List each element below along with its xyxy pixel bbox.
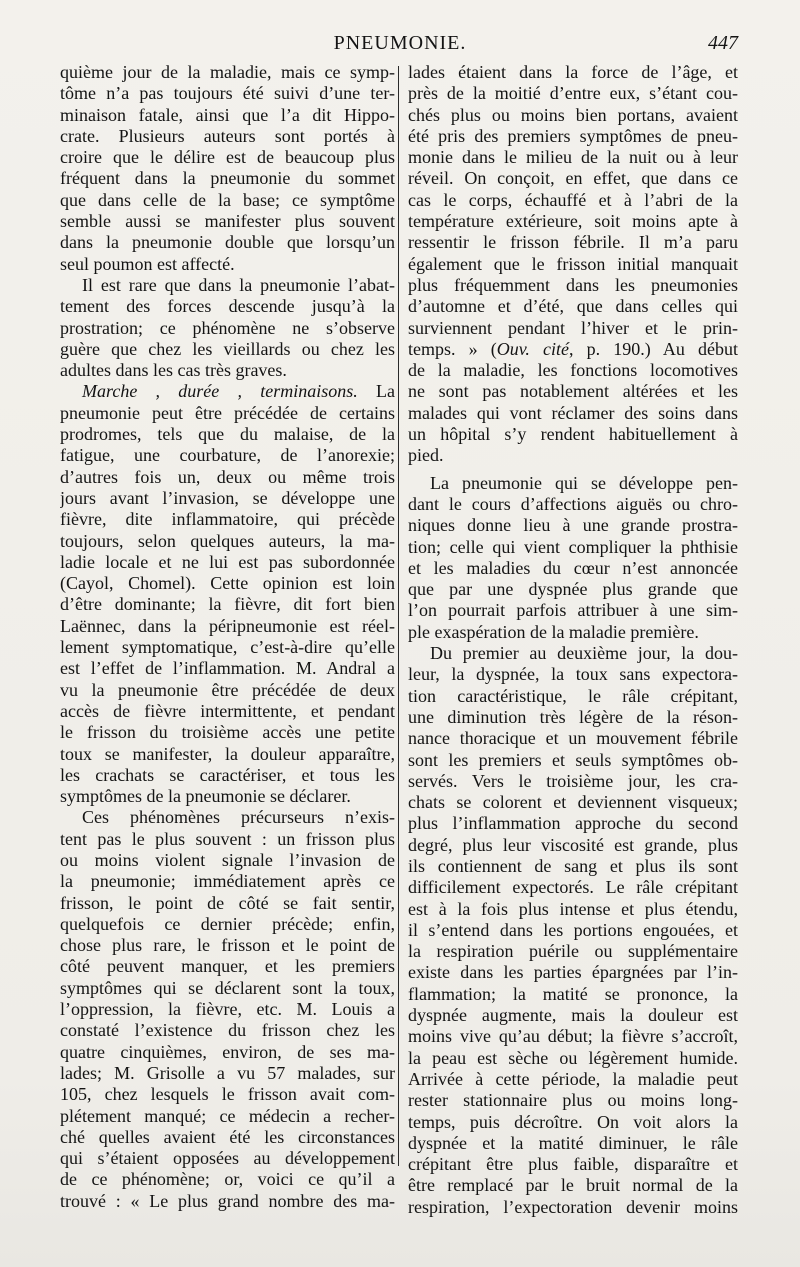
text-line: respiration, l’expectoration devenir moins <box>408 1196 738 1217</box>
text-line: quatre cinquièmes, environ, de ses ma- <box>60 1041 395 1062</box>
text-line: été pris des premiers symptômes de pneu- <box>408 125 738 146</box>
column-divider <box>398 66 399 1166</box>
text-line: il s’entend dans les portions engouées, et <box>408 919 738 940</box>
text-line: la respiration puérile ou supplémentaire <box>408 941 738 962</box>
text-line: un hôpital s’y rendent habituellement à <box>408 424 738 445</box>
right-column <box>408 62 738 1218</box>
text-line: Marche , durée , terminaisons. La <box>82 381 395 402</box>
text-line: quelquefois ce dernier précède; enfin, <box>60 913 395 934</box>
text-line: crépitant être plus faible, disparaître et <box>408 1154 738 1175</box>
text-line: La pneumonie qui se développe pen- <box>430 472 738 493</box>
text-line: existe dans les parties épargnées par l’in- <box>408 962 738 983</box>
text-line: plétement manqué; ce médecin a recher- <box>60 1105 395 1126</box>
text-line: température extérieure, soit moins apte à <box>408 211 738 232</box>
text-line: côté peuvent manquer, et les premiers <box>60 956 395 977</box>
text-line: symptômes de la pneumonie se déclarer. <box>60 786 351 807</box>
text-line: plus l’inflammation approche du second <box>408 813 738 834</box>
text-line: la peau est sèche ou légèrement humide. <box>408 1047 738 1068</box>
text-line: quième jour de la maladie, mais ce symp- <box>60 62 395 82</box>
text-line: plus fréquemment dans les pneumonies <box>408 274 738 295</box>
text-line: tement des forces descende jusqu’à la <box>60 296 395 317</box>
text-line: de la maladie, les fonctions locomotives <box>408 360 738 381</box>
text-line: que par une dyspnée plus grande que <box>408 579 738 600</box>
text-line: moins vive qu’au début; la fièvre s’accroît, <box>408 1026 738 1047</box>
text-line: chés plus ou moins bien portans, avaient <box>408 104 738 125</box>
text-line: d’automne et d’été, que dans celles qui <box>408 296 738 317</box>
text-line: lement symptomatique, c’est-à-dire qu’elle <box>60 637 395 658</box>
text-line: de ce phénomène; or, voici ce qu’il a <box>60 1169 395 1190</box>
text-line: ne sont pas notablement altérées et les <box>408 381 738 402</box>
text-line: pied. <box>408 445 444 466</box>
text-line: la pneumonie; immédiatement après ce <box>60 871 395 892</box>
text-line: guère que chez les vieillards ou chez les <box>60 338 395 359</box>
text-line: chats se colorent et deviennent visqueux; <box>408 792 738 813</box>
text-line: une diminution très légère de la réson- <box>408 706 738 727</box>
text-line: symptômes qui se déclarent sont la toux, <box>60 977 395 998</box>
text-line: fréquent dans la pneumonie du sommet <box>60 168 395 189</box>
text-line: toux se manifester, la douleur apparaître, <box>60 743 395 764</box>
text-line: minaison fatale, ainsi que l’a dit Hippo- <box>60 104 395 125</box>
text-line: crate. Plusieurs auteurs sont portés à <box>60 125 395 146</box>
text-line: prodromes, tels que du malaise, de la <box>60 424 395 445</box>
text-line: ressentir le frisson fébrile. Il m’a paru <box>408 232 738 253</box>
text-line: monie dans le milieu de la nuit ou à leur <box>408 147 738 168</box>
text-line: temps. » (Ouv. cité, p. 190.) Au début <box>408 338 738 359</box>
left-column <box>60 62 395 1212</box>
text-line: réveil. On conçoit, en effet, que dans ce <box>408 168 738 189</box>
text-line: Laënnec, dans la péripneumonie est réel- <box>60 615 395 636</box>
text-line: ou moins violent signale l’invasion de <box>60 849 395 870</box>
text-line: leur, la dyspnée, la toux sans expectora- <box>408 664 738 685</box>
text-line: tent pas le plus souvent : un frisson plus <box>60 828 395 849</box>
text-line: accès de fièvre intermittente, et pendant <box>60 700 395 721</box>
text-line: rester stationnaire plus ou moins long- <box>408 1090 738 1111</box>
text-line: fatigue, une courbature, de l’anorexie; <box>60 445 395 466</box>
text-line: ladie locale et ne lui est pas subordonnée <box>60 551 395 572</box>
text-line: d’être dominante; la fièvre, dit fort bien <box>60 594 395 615</box>
text-line: d’autres fois un, deux ou même trois <box>60 466 395 487</box>
text-line: semble aussi se manifester plus souvent <box>60 211 395 232</box>
text-line: dant le cours d’affections aiguës ou chro- <box>408 493 738 514</box>
text-line: est l’effet de l’inflammation. M. Andral a <box>60 658 395 679</box>
text-line: nance thoracique et un mouvement fébrile <box>408 728 738 749</box>
text-line: ils contiennent de sang et plus ils sont <box>408 855 738 876</box>
text-line: niques donne lieu à une grande prostra- <box>408 515 738 536</box>
text-line: servés. Vers le troisième jour, les cra- <box>408 770 738 791</box>
text-line: dyspnée augmente, mais la douleur est <box>408 1005 738 1026</box>
text-line: frisson, le point de côté se fait sentir, <box>60 892 395 913</box>
text-line: difficilement expectorés. Le râle crépitant <box>408 877 738 898</box>
text-line: (Cayol, Chomel). Cette opinion est loin <box>60 573 395 594</box>
text-line: ché quelles avaient été les circonstances <box>60 1126 395 1147</box>
text-line: ple exaspération de la maladie première. <box>408 621 699 642</box>
text-line: 105, chez lesquels le frisson avait com- <box>60 1084 395 1105</box>
text-line: sont les premiers et seuls symptômes ob- <box>408 749 738 770</box>
text-line: lades étaient dans la force de l’âge, et <box>408 62 738 82</box>
running-title: PNEUMONIE. <box>333 32 467 54</box>
text-line: jours avant l’invasion, se développe une <box>60 487 395 508</box>
text-line: être remplacé par le bruit normal de la <box>408 1175 738 1196</box>
text-line: dyspnée et la matité diminuer, le râle <box>408 1132 738 1153</box>
text-line: le frisson du troisième accès une petite <box>60 722 395 743</box>
text-line: qui s’étaient opposées au développement <box>60 1148 395 1169</box>
text-line: chose plus rare, le frisson et le point de <box>60 935 395 956</box>
text-line: constaté l’existence du frisson chez les <box>60 1020 395 1041</box>
text-line: croire que le délire est de beaucoup plus <box>60 147 395 168</box>
text-line: degré, plus leur viscosité est grande, plus <box>408 834 738 855</box>
page-number: 447 <box>708 32 738 54</box>
text-line: est à la fois plus intense et plus étendu, <box>408 898 738 919</box>
text-line: adultes dans les cas très graves. <box>60 360 287 381</box>
text-line: flammation; la matité se prononce, la <box>408 983 738 1004</box>
text-line: surviennent pendant l’hiver et le prin- <box>408 317 738 338</box>
text-line: seul poumon est affecté. <box>60 253 235 274</box>
text-line: temps, puis décroître. On voit alors la <box>408 1111 738 1132</box>
text-line: prostration; ce phénomène ne s’observe <box>60 317 395 338</box>
text-line: que dans celle de la base; ce symptôme <box>60 189 395 210</box>
text-line: Ces phénomènes précurseurs n’exis- <box>82 807 395 828</box>
text-line: fièvre, dite inflammatoire, qui précède <box>60 509 395 530</box>
text-line: cas le corps, échauffé et à l’abri de la <box>408 189 738 210</box>
text-line: près de la moitié d’entre eux, s’étant cou- <box>408 83 738 104</box>
text-line: malades qui vont réclamer des soins dans <box>408 402 738 423</box>
text-line: pneumonie peut être précédée de certains <box>60 402 395 423</box>
text-line: lades; M. Grisolle a vu 57 malades, sur <box>60 1062 395 1083</box>
text-line: Arrivée à cette période, la maladie peut <box>408 1068 738 1089</box>
text-line: également que le frisson initial manquait <box>408 253 738 274</box>
text-line: tion caractéristique, le râle crépitant, <box>408 685 738 706</box>
text-line: l’oppression, la fièvre, etc. M. Louis a <box>60 999 395 1020</box>
text-line: les crachats se caractériser, et tous les <box>60 764 395 785</box>
text-line: Du premier au deuxième jour, la dou- <box>430 643 738 664</box>
running-head <box>0 32 800 58</box>
text-line: toujours, selon quelques auteurs, la ma- <box>60 530 395 551</box>
text-line: Il est rare que dans la pneumonie l’abat- <box>82 274 395 295</box>
text-line: et les maladies du cœur n’est annoncée <box>408 557 738 578</box>
text-line: l’on pourrait parfois attribuer à une sim- <box>408 600 738 621</box>
text-line: tion; celle qui vient compliquer la phthisie <box>408 536 738 557</box>
text-line: dans la pneumonie double que lorsqu’un <box>60 232 395 253</box>
text-line: trouvé : « Le plus grand nombre des ma- <box>60 1190 395 1211</box>
text-line: vu la pneumonie être précédée de deux <box>60 679 395 700</box>
text-line: tôme n’a pas toujours été suivi d’une ter- <box>60 83 395 104</box>
